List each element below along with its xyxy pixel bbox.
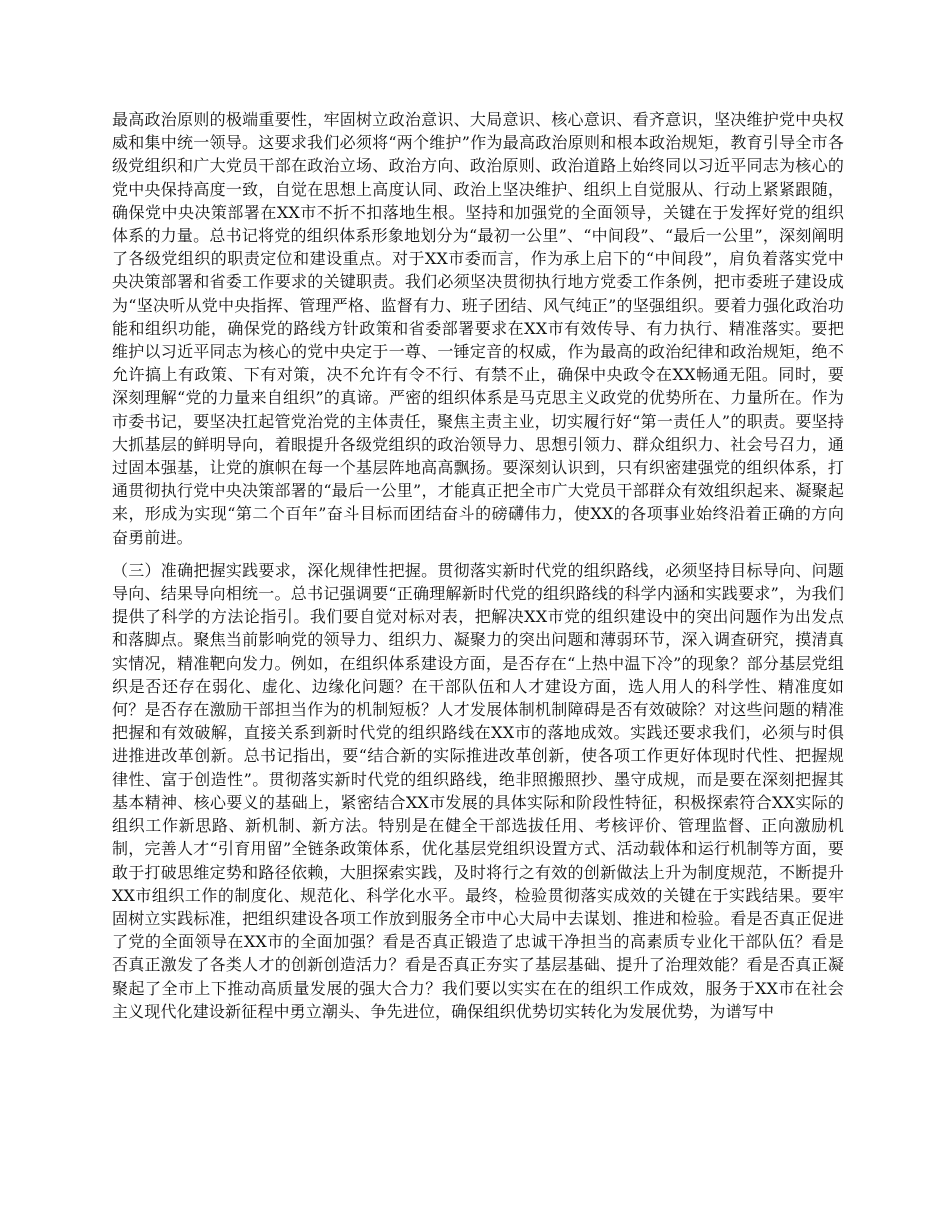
paragraph-1: 最高政治原则的极端重要性，牢固树立政治意识、大局意识、核心意识、看齐意识，坚决维护党中央权威和集中统一领导。这要求我们必须将“两个维护”作为最高政治原则和根本政治规矩，教育引导全市各级党组织和广大党员干部在政治立场、政治方向、政治原则、政治道路上始终同以习近平同志为核心的党中央保持高度一致，自觉在思想上高度认同、政治上坚决维护、组织上自觉服从、行动上紧紧跟随，确保党中央决策部署在XX市不折不扣落地生根。坚持和加强党的全面领导，关键在于发挥好党的组织体系的力量。总书记将党的组织体系形象地划分为“最初一公里”、“中间段”、“最后一公里”，深刻阐明了各级党组织的职责定位和建设重点。对于XX市委而言，作为承上启下的“中间段”，肩负着落实党中央决策部署和省委工作要求的关键职责。我们必须坚决贯彻执行地方党委工作条例，把市委班子建设成为“坚决听从党中央指挥、管理严格、监督有力、班子团结、风气纯正”的坚强组织。要着力强化政治功能和组织功能，确保党的路线方针政策和省委部署要求在XX市有效传导、有力执行、精准落实。要把维护以习近平同志为核心的党中央定于一尊、一锤定音的权威，作为最高的政治纪律和政治规矩，绝不允许搞上有政策、下有对策，决不允许有令不行、有禁不止，确保中央政令在XX畅通无阻。同时，要深刻理解“党的力量来自组织”的真谛。严密的组织体系是马克思主义政党的优势所在、力量所在。作为市委书记，要坚决扛起管党治党的主体责任，聚焦主责主业，切实履行好“第一责任人”的职责。要坚持大抓基层的鲜明导向，着眼提升各级党组织的政治领导力、思想引领力、群众组织力、社会号召力，通过固本强基，让党的旗帜在每一个基层阵地高高飘扬。要深刻认识到，只有织密建强党的组织体系，打通贯彻执行党中央决策部署的“最后一公里”，才能真正把全市广大党员干部群众有效组织起来、凝聚起来，形成为实现“第二个百年”奋斗目标而团结奋斗的磅礴伟力，使XX的各项事业始终沿着正确的方向奋勇前进。 [112,110,844,547]
document-page [112,108,844,1023]
paragraph-2: （三）准确把握实践要求，深化规律性把握。贯彻落实新时代党的组织路线，必须坚持目标导向、问题导向、结果导向相统一。总书记强调要“正确理解新时代党的组织路线的科学内涵和实践要求”，为我们提供了科学的方法论指引。我们要自觉对标对表，把解决XX市党的组织建设中的突出问题作为出发点和落脚点。聚焦当前影响党的领导力、组织力、凝聚力的突出问题和薄弱环节，深入调查研究，摸清真实情况，精准靶向发力。例如，在组织体系建设方面，是否存在“上热中温下冷”的现象？部分基层党组织是否还存在弱化、虚化、边缘化问题？在干部队伍和人才建设方面，选人用人的科学性、精准度如何？是否存在激励干部担当作为的机制短板？人才发展体制机制障碍是否有效破除？对这些问题的精准把握和有效破解，直接关系到新时代党的组织路线在XX市的落地成效。实践还要求我们，必须与时俱进推进改革创新。总书记指出，要“结合新的实际推进改革创新，使各项工作更好体现时代性、把握规律性、富于创造性”。贯彻落实新时代党的组织路线，绝非照搬照抄、墨守成规，而是要在深刻把握其基本精神、核心要义的基础上，紧密结合XX市发展的具体实际和阶段性特征，积极探索符合XX实际的组织工作新思路、新机制、新方法。特别是在健全干部选拔任用、考核评价、管理监督、正向激励机制，完善人才“引育用留”全链条政策体系，优化基层党组织设置方式、活动载体和运行机制等方面，要敢于打破思维定势和路径依赖，大胆探索实践，及时将行之有效的创新做法上升为制度规范，不断提升XX市组织工作的制度化、规范化、科学化水平。最终，检验贯彻落实成效的关键在于实践结果。要牢固树立实践标准，把组织建设各项工作放到服务全市中心大局中去谋划、推进和检验。看是否真正促进了党的全面领导在XX市的全面加强？看是否真正锻造了忠诚干净担当的高素质专业化干部队伍？看是否真正激发了各类人才的创新创造活力？看是否真正夯实了基层基础、提升了治理效能？看是否真正凝聚起了全市上下推动高质量发展的强大合力？我们要以实实在在的组织工作成效，服务于XX市在社会主义现代化建设新征程中勇立潮头、争先进位，确保组织优势切实转化为发展优势，为谱写中 [112,560,844,1021]
